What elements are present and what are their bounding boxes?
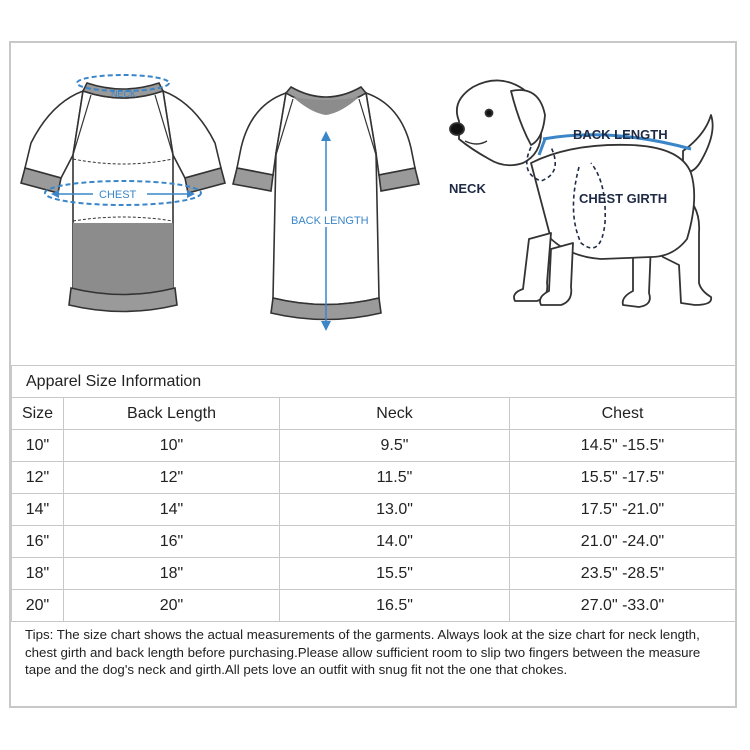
cell-size: 18" bbox=[12, 558, 64, 590]
table-row bbox=[12, 462, 736, 494]
table-caption-row bbox=[12, 366, 736, 398]
header-back-length: Back Length bbox=[64, 398, 280, 430]
table-row bbox=[12, 494, 736, 526]
cell-chest: 23.5" -28.5" bbox=[510, 558, 736, 590]
cell-neck: 13.0" bbox=[280, 494, 510, 526]
table-row bbox=[12, 430, 736, 462]
table-caption: Apparel Size Information bbox=[12, 366, 736, 398]
cell-back-length: 10" bbox=[64, 430, 280, 462]
header-chest: Chest bbox=[510, 398, 736, 430]
table-row bbox=[12, 526, 736, 558]
header-size: Size bbox=[12, 398, 64, 430]
dog-neck-label: NECK bbox=[449, 181, 486, 196]
front-neck-label: NECK bbox=[111, 89, 137, 99]
cell-neck: 14.0" bbox=[280, 526, 510, 558]
cell-chest: 27.0" -33.0" bbox=[510, 590, 736, 622]
cell-size: 16" bbox=[12, 526, 64, 558]
cell-chest: 17.5" -21.0" bbox=[510, 494, 736, 526]
cell-neck: 16.5" bbox=[280, 590, 510, 622]
cell-chest: 14.5" -15.5" bbox=[510, 430, 736, 462]
table-header-row bbox=[12, 398, 736, 430]
cell-neck: 11.5" bbox=[280, 462, 510, 494]
cell-chest: 15.5" -17.5" bbox=[510, 462, 736, 494]
cell-back-length: 14" bbox=[64, 494, 280, 526]
cell-back-length: 20" bbox=[64, 590, 280, 622]
cell-back-length: 16" bbox=[64, 526, 280, 558]
cell-size: 12" bbox=[12, 462, 64, 494]
cell-size: 10" bbox=[12, 430, 64, 462]
cell-size: 20" bbox=[12, 590, 64, 622]
cell-back-length: 12" bbox=[64, 462, 280, 494]
size-table bbox=[11, 365, 736, 622]
cell-neck: 15.5" bbox=[280, 558, 510, 590]
cell-size: 14" bbox=[12, 494, 64, 526]
front-chest-label: CHEST bbox=[99, 189, 137, 201]
header-neck: Neck bbox=[280, 398, 510, 430]
dog-chest-girth-label: CHEST GIRTH bbox=[579, 191, 668, 206]
tips-text: Tips: The size chart shows the actual measurements of the garments. Always look at the size chart for neck length, chest girth and back length before purchasing.Please allow sufficient room to slip two fingers between the measure tape and the dog's neck and girth.All pets love an outfit with snug fit not the one that chokes. bbox=[25, 627, 701, 677]
table-row bbox=[12, 558, 736, 590]
back-length-label: BACK LENGTH bbox=[291, 215, 369, 227]
size-chart-frame bbox=[9, 41, 737, 708]
cell-neck: 9.5" bbox=[280, 430, 510, 462]
cell-back-length: 18" bbox=[64, 558, 280, 590]
table-row bbox=[12, 590, 736, 622]
illustration-panel bbox=[11, 43, 735, 365]
cell-chest: 21.0" -24.0" bbox=[510, 526, 736, 558]
dog-back-length-label: BACK LENGTH bbox=[573, 127, 668, 142]
